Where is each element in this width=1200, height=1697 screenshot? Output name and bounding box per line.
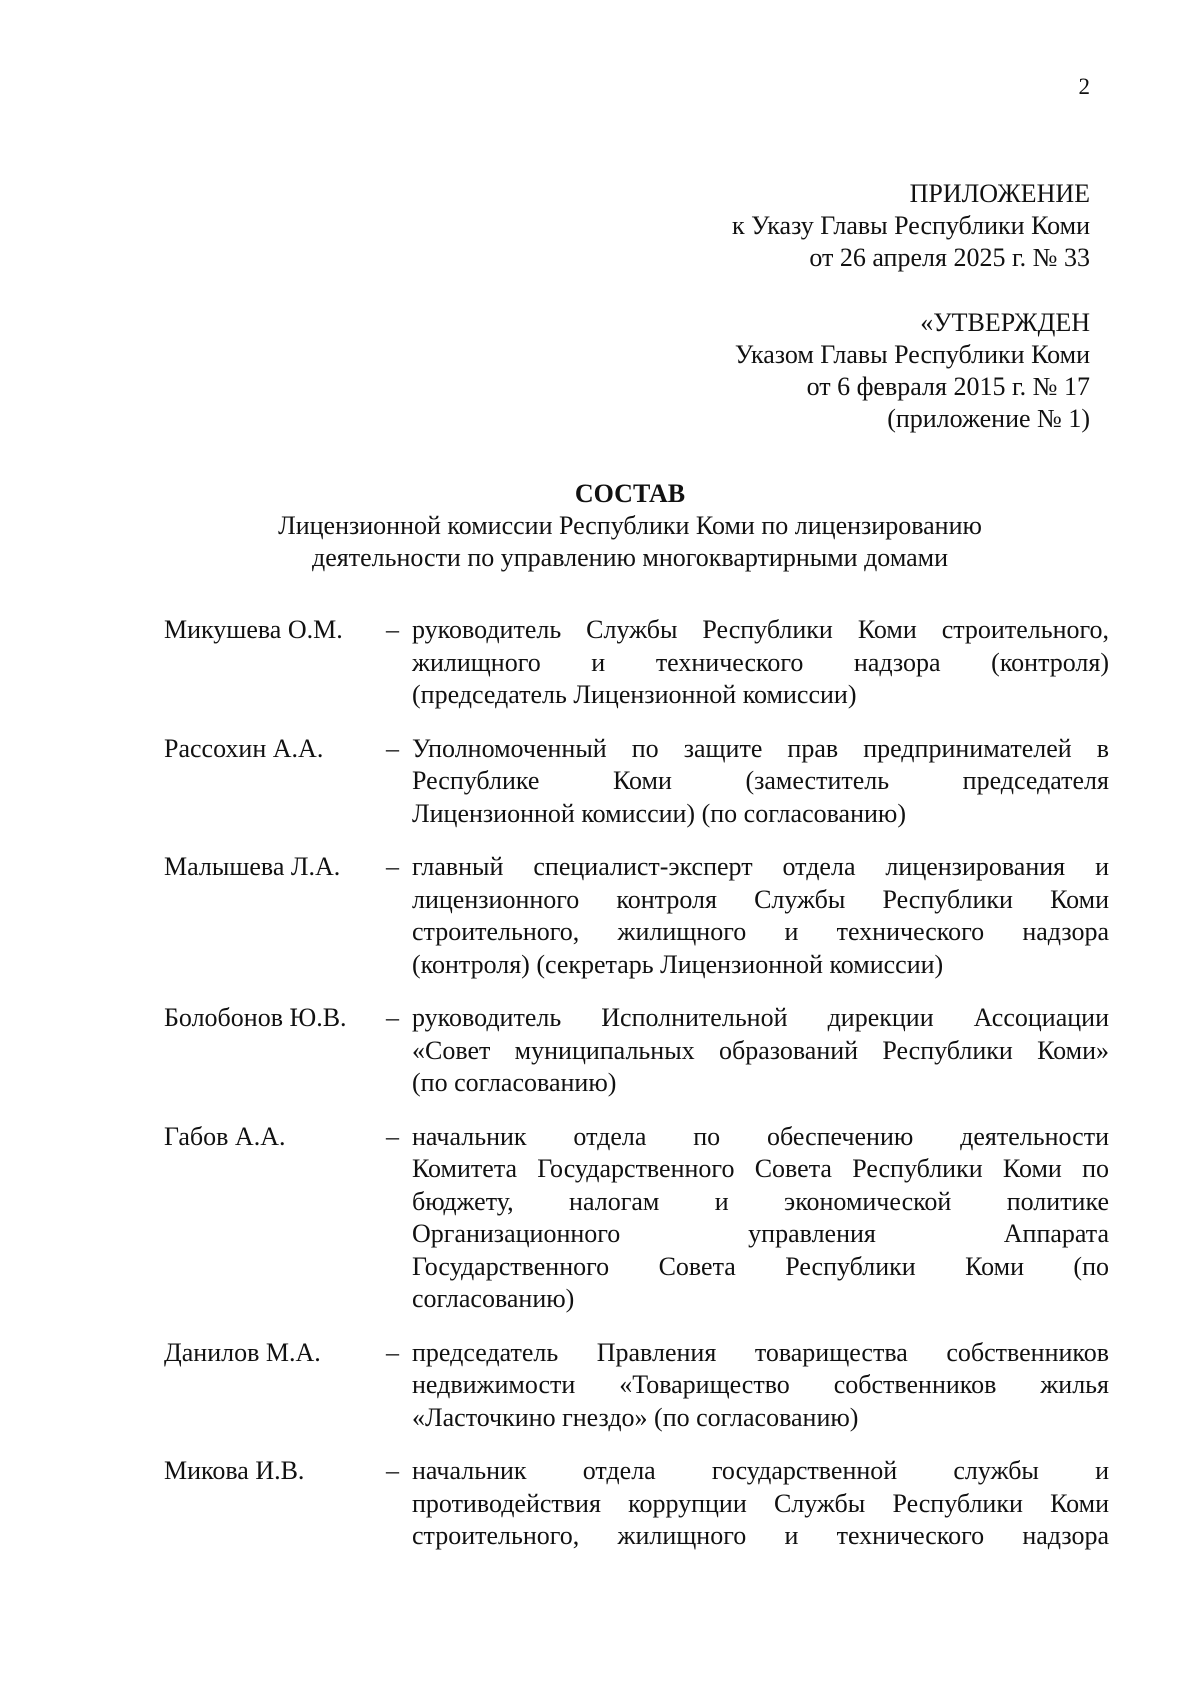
member-row — [164, 1337, 1109, 1435]
member-role-line: противодействия коррупции Службы Республики Коми — [412, 1488, 1109, 1518]
member-role-line: Комитета Государственного Совета Республики Коми по — [412, 1154, 1109, 1183]
member-role — [412, 1455, 1109, 1553]
member-row — [164, 614, 1109, 712]
member-role-line: лицензионного контроля Службы Республики Коми — [412, 884, 1109, 914]
member-role-line: (председатель Лицензионной комиссии) — [412, 680, 857, 709]
member-role-line: руководитель Исполнительной дирекции Ассоциации — [412, 1003, 1109, 1032]
member-name: Данилов М.А. — [164, 1337, 321, 1367]
approved-line: от 6 февраля 2015 г. № 17 — [806, 372, 1090, 401]
member-role-line: строительного, жилищного и технического надзора — [412, 1521, 1109, 1550]
document-subtitle: Лицензионной комиссии Республики Коми по лицензированию — [278, 511, 982, 540]
member-role — [412, 851, 1109, 981]
annex-line: к Указу Главы Республики Коми — [732, 211, 1090, 240]
annex-block — [732, 178, 1090, 274]
member-row — [164, 851, 1109, 981]
member-role-line: недвижимости «Товарищество собственников жилья — [412, 1370, 1109, 1399]
member-dash: – — [386, 1456, 399, 1485]
member-row — [164, 1455, 1109, 1553]
member-role-line: начальник отдела по обеспечению деятельности — [412, 1121, 1109, 1151]
member-name: Микова И.В. — [164, 1456, 305, 1485]
member-role — [412, 733, 1109, 831]
member-role-line: Лицензионной комиссии) (по согласованию) — [412, 798, 906, 828]
member-role — [412, 614, 1109, 712]
document-subtitle: деятельности по управлению многоквартирными домами — [312, 543, 948, 572]
approved-line: Указом Главы Республики Коми — [734, 340, 1090, 369]
member-dash: – — [386, 1121, 399, 1151]
member-name: Рассохин А.А. — [164, 733, 324, 763]
member-name: Микушева О.М. — [164, 615, 343, 644]
member-role-line: «Ласточкино гнездо» (по согласованию) — [412, 1402, 859, 1432]
member-role-line: Организационного управления Аппарата — [412, 1219, 1109, 1248]
member-role-line: руководитель Службы Республики Коми строительного, — [412, 615, 1109, 644]
annex-line: от 26 апреля 2025 г. № 33 — [809, 243, 1090, 272]
member-row — [164, 733, 1109, 831]
member-name: Болобонов Ю.В. — [164, 1003, 347, 1032]
page-number: 2 — [1078, 74, 1090, 99]
approved-block — [735, 307, 1090, 435]
annex-title: ПРИЛОЖЕНИЕ — [909, 179, 1090, 208]
member-role — [412, 1337, 1109, 1435]
member-role-line: (контроля) (секретарь Лицензионной комиссии) — [412, 949, 944, 979]
member-role-line: Республике Коми (заместитель председателя — [412, 766, 1109, 795]
member-role-line: начальник отдела государственной службы и — [412, 1456, 1109, 1485]
members-list — [164, 614, 1109, 1574]
member-role-line: (по согласованию) — [412, 1068, 617, 1097]
approved-line: (приложение № 1) — [887, 404, 1090, 433]
member-role — [412, 1002, 1109, 1100]
member-role-line: Уполномоченный по защите прав предпринимателей в — [412, 733, 1109, 763]
member-row — [164, 1121, 1109, 1316]
member-dash: – — [386, 852, 399, 881]
member-dash: – — [386, 615, 399, 644]
member-role-line: бюджету, налогам и экономической политике — [412, 1186, 1109, 1216]
member-role-line: Государственного Совета Республики Коми (по — [412, 1251, 1109, 1281]
member-dash: – — [386, 733, 399, 763]
member-role-line: главный специалист-эксперт отдела лицензирования и — [412, 852, 1109, 881]
document-title: СОСТАВ — [574, 479, 686, 508]
member-dash: – — [386, 1337, 399, 1367]
member-dash: – — [386, 1003, 399, 1032]
member-role-line: «Совет муниципальных образований Республики Коми» — [412, 1035, 1109, 1065]
member-role — [412, 1121, 1109, 1316]
member-row — [164, 1002, 1109, 1100]
member-role-line: председатель Правления товарищества собственников — [412, 1337, 1109, 1367]
member-role-line: жилищного и технического надзора (контроля) — [412, 647, 1109, 677]
member-role-line: согласованию) — [412, 1284, 575, 1313]
member-name: Малышева Л.А. — [164, 852, 341, 881]
document-heading — [150, 478, 1110, 574]
member-role-line: строительного, жилищного и технического надзора — [412, 917, 1109, 946]
member-name: Габов А.А. — [164, 1121, 286, 1151]
approved-title: «УТВЕРЖДЕН — [920, 308, 1090, 337]
